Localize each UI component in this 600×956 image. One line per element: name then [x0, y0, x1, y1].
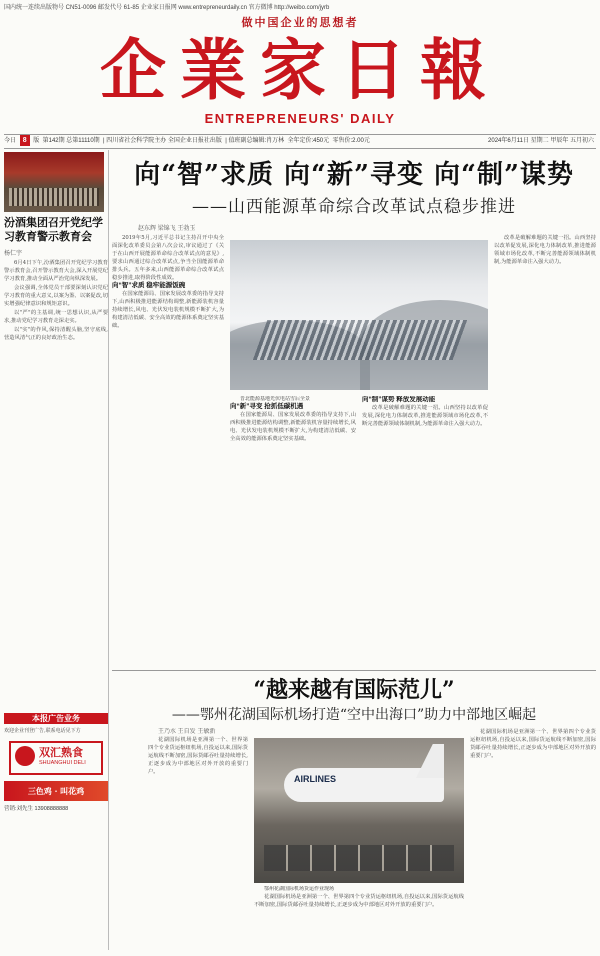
ad-banner: 三色鸡 · 叫花鸡	[4, 781, 108, 801]
left-body	[4, 259, 108, 342]
issue-info-bar: 今日 8 版 第142期 总第11110期 | 四川省社会科学院主办 全国企业日报社出版 | 值班副总编辑:肖万林 全年定价:450元 零售价:2.00元 2024年6月11日 星期二 甲辰年 五月初六	[4, 134, 596, 149]
slogan: 做中国企业的思想者	[241, 17, 359, 29]
main-paragraph: 在国家能源局、国家发展改革委的指导支持下,山西积极推进能源结构调整,新能源装机容量持续增长,风电、光伏发电装机规模不断扩大,为构建清洁低碳、安全高效的能源体系奠定坚实基础。	[112, 291, 224, 329]
main-story	[112, 150, 596, 442]
second-subheadline: ——鄂州花湖国际机场打造“空中出海口”助力中部地区崛起	[171, 707, 537, 723]
main-headline: 向“智”求质 向“新”寻变 向“制”谋势	[134, 160, 574, 190]
airport-cargo-photo	[254, 738, 464, 883]
left-byline: 杨仁宇	[4, 251, 23, 257]
main-text-col-3	[362, 396, 488, 664]
photo-caption: 鄂州花湖国际机场货运作业现场	[264, 886, 335, 892]
advertisement	[4, 713, 108, 950]
left-paragraph: 以"实"的作风,保持清醒头脑,坚守底线,营造风清气正的良好政治生态。	[4, 327, 108, 341]
meeting-photo	[4, 152, 104, 212]
sponsor-text: 四川省社会科学院主办 全国企业日报社出版	[106, 138, 222, 144]
main-paragraph: 2019年5月,习近平总书记主持召开中央全面深化改革委员会第八次会议,审议通过了《关于在山西开展能源革命综合改革试点的意见》,要求山西通过综合改革试点,争当全国能源革命排头兵。五年多来,山西能源革命综合改革试点稳步推进,取得阶段性成效。	[112, 235, 224, 281]
english-title: ENTREPRENEURS' DAILY	[204, 111, 396, 126]
main-text-col-2	[230, 396, 356, 664]
ad-contact: 营销:刘先生 13908888888	[4, 806, 69, 812]
main-text-col-1	[112, 234, 224, 664]
second-paragraph: 花湖国际机场是亚洲第一个、世界第四个专业货运枢纽机场,自投运以来,国际货运航线不断加密,国际货邮吞吐量持续增长,正逐步成为中部地区对外开放的重要门户。	[470, 729, 596, 759]
left-headline: 汾酒集团召开党纪学习教育警示教育会	[4, 216, 103, 243]
second-text-col-1	[148, 728, 248, 948]
section-heading: 向“制”谋势 释放发展动能	[362, 396, 436, 403]
date-block	[488, 135, 594, 148]
main-text-col-4	[494, 234, 596, 664]
today-label: 今日	[4, 138, 17, 144]
plane-label: AIRLINES	[294, 774, 337, 784]
second-text-col-3	[470, 728, 596, 948]
photo-caption: 晋北能源基地光伏电站雪后全景	[240, 396, 311, 402]
left-paragraph: 会议强调,全体党员干部要深刻认识党纪学习教育的重大意义,以案为鉴、以案促改,切实增强纪律意识和规矩意识。	[4, 285, 109, 307]
lunar-date: 甲辰年 五月初六	[550, 138, 594, 144]
main-byline: 赵东辉 梁锦飞 王勃玉	[138, 226, 196, 232]
main-subheadline: ——山西能源革命综合改革试点稳步推进	[192, 197, 516, 217]
left-paragraph: 以"严"的主基调,统一思想认识,从严要求,推动党纪学习教育走深走实。	[4, 310, 108, 324]
second-text-col-2	[254, 886, 464, 946]
page-count-badge: 8	[20, 135, 30, 146]
weekday: 星期二	[530, 138, 549, 144]
president-text: 值班副总编辑:肖万林	[228, 138, 285, 144]
annual-price: 全年定价:450元	[287, 138, 330, 144]
main-paragraph: 在国家能源局、国家发展改革委的指导支持下,山西积极推进能源结构调整,新能源装机容量持续增长,风电、光伏发电装机规模不断扩大,为构建清洁低碳、安全高效的能源体系奠定坚实基础。	[230, 412, 356, 442]
brand-name-en: SHUANGHUI DELI	[39, 760, 86, 766]
story-divider	[112, 670, 596, 671]
left-paragraph: 6月4日下午,汾酒集团召开党纪学习教育警示教育会,召开警示教育大会,深入开展党纪学习教育,推动全面从严治党向纵深发展。	[4, 260, 109, 282]
ad-body: 欢迎企业刊登广告,联系电话见下方	[4, 728, 81, 734]
second-byline: 王乃水 王自发 王敏新	[158, 729, 216, 735]
brand-mark-icon	[15, 746, 35, 766]
second-headline: “越来越有国际范儿”	[253, 677, 455, 703]
brand-name-cn: 双汇熟食	[39, 746, 83, 759]
top-info-line: 国内统一连续出版物号 CN51-0096 邮发代号 61-85 企业家日报网 www.entrepreneurdaily.cn 官方微博 http://weibo.com/jyrb	[4, 5, 330, 11]
ad-header: 本报广告业务	[4, 713, 108, 724]
main-paragraph: 改革是破解难题的关键一招。山西坚持以改革促发展,深化电力体制改革,推进能源领域市场化改革,不断完善能源领域体制机制,为能源革命注入强大动力。	[494, 235, 596, 265]
snow-landscape-photo	[230, 240, 488, 390]
masthead-title: 企業家日報	[100, 31, 500, 109]
shuanghui-logo	[9, 741, 103, 775]
second-paragraph: 花湖国际机场是亚洲第一个、世界第四个专业货运枢纽机场,自投运以来,国际货运航线不断加密,国际货邮吞吐量持续增长,正逐步成为中部地区对外开放的重要门户。	[254, 894, 464, 908]
section-heading: 向“新”寻变 抢抓低碳机遇	[230, 403, 304, 410]
issue-date: 2024年6月11日	[488, 138, 529, 144]
retail-price: 零售价:2.00元	[332, 138, 370, 144]
main-paragraph: 改革是破解难题的关键一招。山西坚持以改革促发展,深化电力体制改革,推进能源领域市场化改革,不断完善能源领域体制机制,为能源革命注入强大动力。	[362, 405, 488, 427]
edition-label: 版	[33, 138, 40, 144]
issue-number: 第142期 总第11110期	[42, 138, 100, 144]
section-heading: 向“智”求质 稳牢能源饭碗	[112, 282, 186, 289]
second-paragraph: 花湖国际机场是亚洲第一个、世界第四个专业货运枢纽机场,自投运以来,国际货运航线不断加密,国际货邮吞吐量持续增长,正逐步成为中部地区对外开放的重要门户。	[148, 737, 248, 775]
